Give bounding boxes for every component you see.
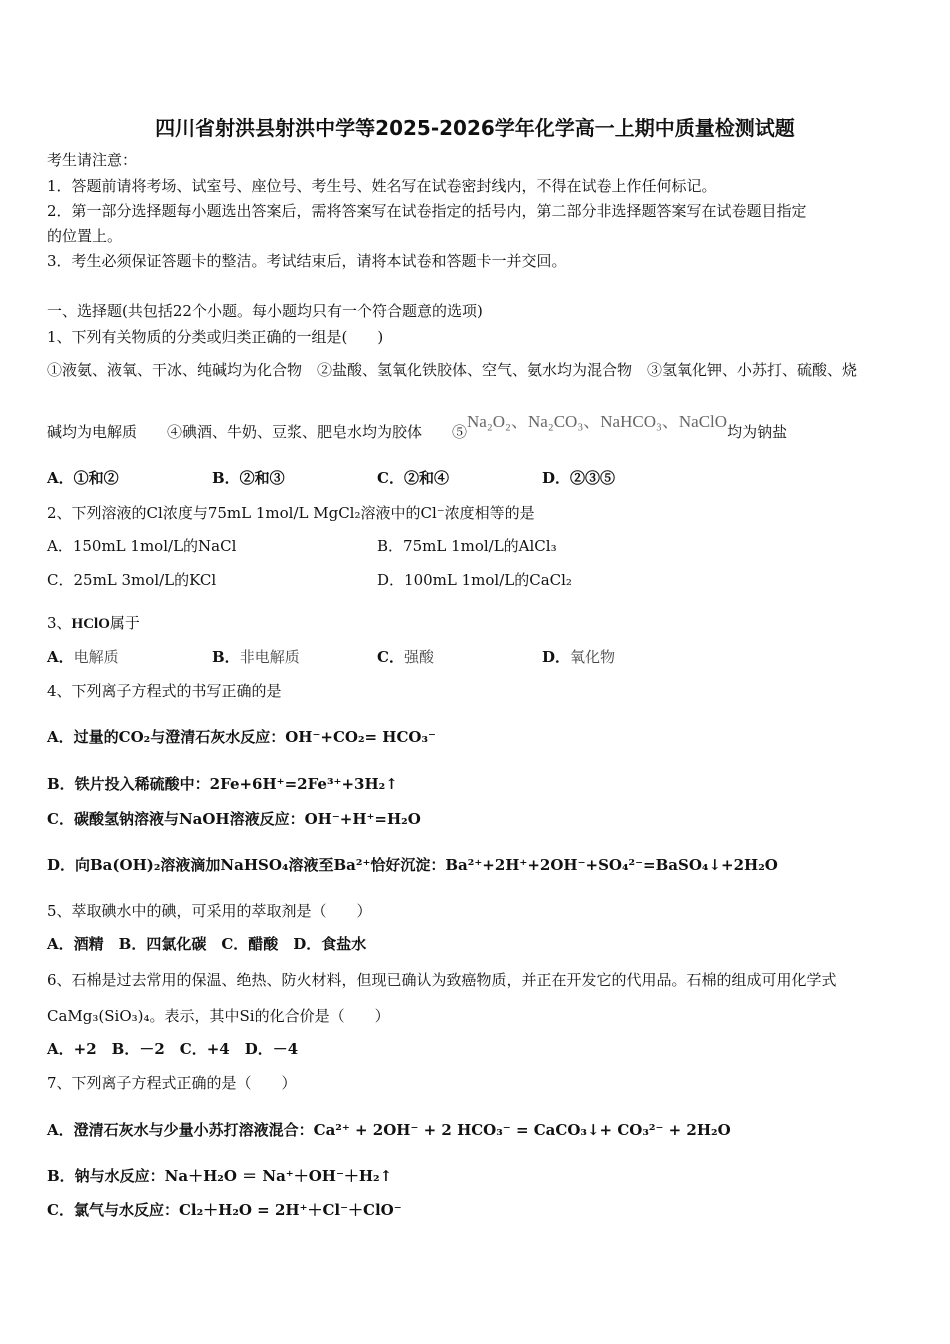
option-a: A．澄清石灰水与少量小苏打溶液混合：Ca²⁺ + 2OH⁻ + 2 HCO₃⁻ = CaCO₃↓+ CO₃²⁻ + 2H₂O [47,1121,731,1139]
notice-item: 的位置上。 [47,227,123,245]
question-4-stem: 4、下列离子方程式的书写正确的是 [47,682,282,700]
option-d: D．②③⑤ [542,469,616,487]
text: 强酸 [403,648,434,666]
option-d: D．向Ba(OH)₂溶液滴加NaHSO₄溶液至Ba²⁺恰好沉淀：Ba²⁺+2H⁺+2OH⁻+SO₄²⁻=BaSO₄↓+2H₂O [47,856,778,874]
notice-heading: 考生请注意： [47,151,138,169]
label: B． [212,648,240,666]
page-title: 四川省射洪县射洪中学等2025-2026学年化学高一上期中质量检测试题 [155,116,795,140]
notice-item: 2．第一部分选择题每小题选出答案后，需将答案写在试卷指定的括号内，第二部分非选择题答案写在试卷题目指定 [47,202,807,220]
option-a: A．150mL 1mol/L的NaCl [47,537,237,555]
option-b: B．75mL 1mol/L的AlCl₃ [377,537,557,555]
q3-chem: HClO [71,616,110,632]
question-6-options: A．+2 B．－2 C．+4 D．－4 [47,1040,299,1058]
question-1-stem: 1、下列有关物质的分类或归类正确的一组是( ) [47,328,384,346]
option-c: C．25mL 3mol/L的KCl [47,571,217,589]
question-6-stem: 6、石棉是过去常用的保温、绝热、防火材料，但现已确认为致癌物质，并正在开发它的代用品。石棉的组成可用化学式 [47,971,837,989]
question-2-stem: 2、下列溶液的Cl浓度与75mL 1mol/L MgCl₂溶液中的Cl⁻浓度相等的是 [47,504,535,522]
notice-item: 3．考生必须保证答题卡的整洁。考试结束后，请将本试卷和答题卡一并交回。 [47,252,567,270]
option-a: A．过量的CO₂与澄清石灰水反应：OH⁻+CO₂= HCO₃⁻ [47,728,436,746]
option-c: C．氯气与水反应：Cl₂＋H₂O = 2H⁺＋Cl⁻＋ClO⁻ [47,1201,402,1219]
option-c: C．②和④ [377,469,449,487]
notice-item: 1．答题前请将考场、试室号、座位号、考生号、姓名写在试卷密封线内，不得在试卷上作任何标记。 [47,177,717,195]
option-b: B．②和③ [212,469,285,487]
question-5-stem: 5、萃取碘水中的碘，可采用的萃取剂是（ ） [47,902,372,920]
label: A． [47,648,74,666]
option-c [377,647,434,667]
option-a: A．①和② [47,469,119,487]
option-b: B．铁片投入稀硫酸中：2Fe+6H⁺=2Fe³⁺+3H₂↑ [47,775,398,793]
text: 电解质 [73,648,119,666]
question-6-stem: CaMg₃(SiO₃)₄。表示，其中Si的化合价是（ ） [47,1007,390,1025]
q1-text: 碱均为电解质 ④碘酒、牛奶、豆浆、肥皂水均为胶体 ⑤ [47,423,468,441]
option-a [47,647,119,667]
q3-tail: 属于 [109,614,140,632]
text: 非电解质 [239,648,300,666]
option-b: B．钠与水反应：Na＋H₂O ＝ Na⁺＋OH⁻＋H₂↑ [47,1167,393,1185]
option-c: C．碳酸氢钠溶液与NaOH溶液反应：OH⁻+H⁺=H₂O [47,810,421,828]
q1-formulas: Na₂O₂、Na₂CO₃、NaHCO₃、NaClO [467,412,728,431]
label: D． [542,648,571,666]
label: C． [377,648,404,666]
text: 氧化物 [570,648,616,666]
option-d [542,647,615,667]
question-5-options: A．酒精 B．四氯化碳 C．醋酸 D．食盐水 [47,935,367,953]
q1-tail: 均为钠盐 [727,423,788,441]
question-7-stem: 7、下列离子方程式正确的是（ ） [47,1074,297,1092]
option-d: D．100mL 1mol/L的CaCl₂ [377,571,572,589]
q3-num: 3、 [47,614,72,632]
question-1-line [47,412,788,442]
question-1-line: ①液氨、液氧、干冰、纯碱均为化合物 ②盐酸、氢氧化铁胶体、空气、氨水均为混合物 ③氢氧化钾、小苏打、硫酸、烧 [47,361,858,379]
option-b [212,647,300,667]
question-3-stem [47,613,140,634]
section-heading: 一、选择题(共包括22个小题。每小题均只有一个符合题意的选项) [47,302,483,320]
